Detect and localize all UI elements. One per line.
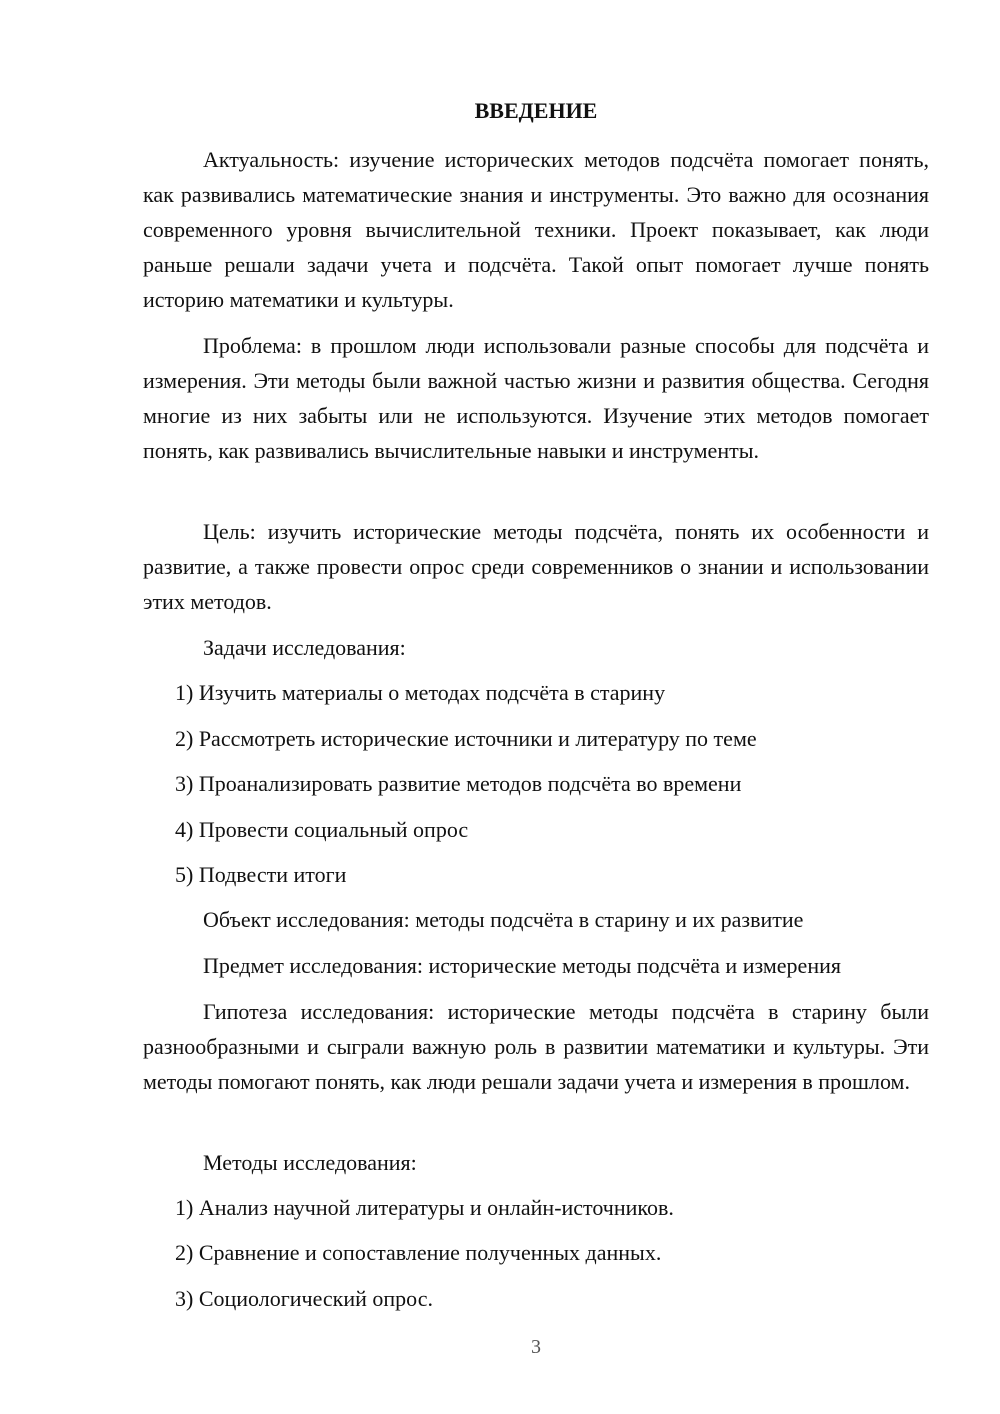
task-item: 2) Рассмотреть исторические источники и литературу по теме <box>175 726 757 751</box>
subject-line: Предмет исследования: исторические методы подсчёта и измерения <box>203 953 841 978</box>
page-title: ВВЕДЕНИЕ <box>474 98 598 123</box>
method-item: 3) Социологический опрос. <box>175 1286 433 1311</box>
task-item: 1) Изучить материалы о методах подсчёта в старину <box>175 680 666 705</box>
methods-heading: Методы исследования: <box>203 1150 417 1175</box>
page-number: 3 <box>531 1336 541 1358</box>
task-item: 5) Подвести итоги <box>175 862 347 887</box>
method-item: 1) Анализ научной литературы и онлайн-источников. <box>175 1195 674 1220</box>
task-item: 3) Проанализировать развитие методов подсчёта во времени <box>175 771 742 796</box>
task-item: 4) Провести социальный опрос <box>175 817 469 842</box>
problem-paragraph: Проблема: в прошлом люди использовали разные способы для подсчёта и измерения. Эти методы были важной частью жизни и развития общества. Сегодня многие из них забыты или не используются. Изучение этих методов помогает понять, как развивались вычислительные навыки и инструменты. <box>143 333 929 463</box>
method-item: 2) Сравнение и сопоставление полученных данных. <box>175 1240 662 1265</box>
object-line: Объект исследования: методы подсчёта в старину и их развитие <box>203 907 804 932</box>
tasks-heading: Задачи исследования: <box>203 635 406 660</box>
relevance-paragraph: Актуальность: изучение исторических методов подсчёта помогает понять, как развивались математические знания и инструменты. Это важно для осознания современного уровня вычислительной техники. Проект показывает, как люди раньше решали задачи учета и подсчёта. Такой опыт помогает лучше понять историю математики и культуры. <box>143 147 929 312</box>
hypothesis-paragraph: Гипотеза исследования: исторические методы подсчёта в старину были разнообразными и сыграли важную роль в развитии математики и культуры. Эти методы помогают понять, как люди решали задачи учета и измерения в прошлом. <box>143 999 929 1094</box>
goal-paragraph: Цель: изучить исторические методы подсчёта, понять их особенности и развитие, а также провести опрос среди современников о знании и использовании этих методов. <box>143 519 929 614</box>
